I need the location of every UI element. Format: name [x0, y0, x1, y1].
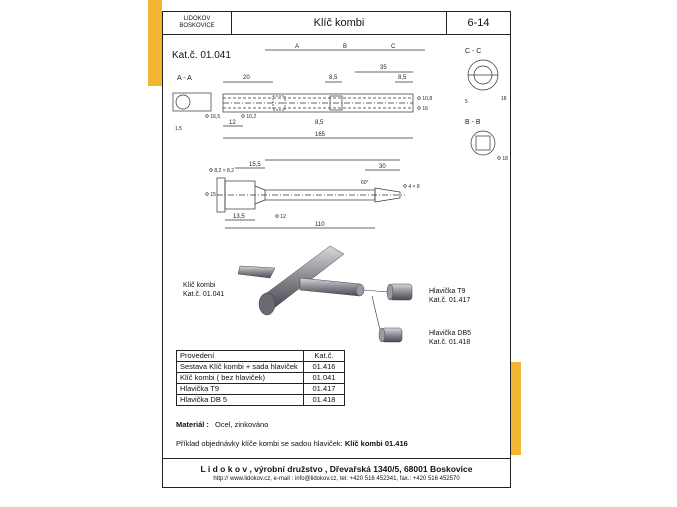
table-row — [177, 362, 345, 373]
variant-table — [176, 350, 345, 406]
parts-illustration — [230, 238, 430, 348]
section-aa-label: A - A — [177, 75, 192, 82]
t9-label — [429, 287, 470, 305]
table-cell: Hlavička DB 5 — [177, 395, 304, 406]
left-yellow-tab — [148, 0, 162, 86]
t9-label-line1: Hlavička T9 — [429, 288, 466, 295]
dim-top-14: Φ 18 — [497, 156, 508, 162]
dim-top-12: 5 — [465, 99, 468, 105]
technical-drawing — [165, 38, 509, 238]
dim-top-4: 165 — [315, 132, 326, 138]
dim-bottom-6: Φ 12 — [275, 214, 286, 220]
table-cell: Sestava Klíč kombi + sada hlaviček — [177, 362, 304, 373]
dim-top-7: Φ 16,5 — [205, 114, 221, 120]
table-row — [177, 384, 345, 395]
table-cell: Hlavička T9 — [177, 384, 304, 395]
section-bb-label: B - B — [465, 119, 481, 126]
db5-label-line1: Hlavička DB5 — [429, 330, 472, 337]
key-label-line1: Klíč kombi — [183, 282, 216, 289]
key-label-line2: Kat.č. 01.041 — [183, 291, 225, 298]
table-cell: 01.418 — [304, 395, 345, 406]
dim-bottom-4: 60° — [361, 180, 369, 186]
logo-line1: LIDOKOV — [183, 16, 211, 22]
order-example — [176, 439, 408, 448]
marker-c: C — [391, 44, 396, 50]
dim-bottom-0: 15,5 — [249, 162, 261, 168]
section-cc-label: C - C — [465, 48, 482, 55]
footer-contact: http:// www.lidokov.cz, e-mail : info@lidokov.cz, tel: +420 516 452341, fax.: +420 516 452570 — [213, 476, 460, 482]
dim-bottom-7: 110 — [315, 222, 325, 228]
logo-line2: BOSKOVICE — [179, 23, 215, 29]
page-number: 6-14 — [446, 11, 511, 35]
combi-key-graphic — [238, 246, 364, 315]
dim-bottom-3: Φ 4 × 8 — [403, 184, 420, 190]
dim-top-10: Φ 16 — [417, 106, 428, 112]
table-header-cell: Kat.č. — [304, 351, 345, 362]
table-header-cell: Provedení — [177, 351, 304, 362]
page-title: Klíč kombi — [231, 11, 447, 35]
marker-a: A — [295, 44, 300, 50]
dim-top-1: 8,5 — [329, 75, 338, 81]
dim-top-0: 20 — [243, 75, 250, 81]
t9-label-line2: Kat.č. 01.417 — [429, 297, 471, 304]
dim-top-3: 8,5 — [398, 75, 407, 81]
table-cell: Klíč kombi ( bez hlaviček) — [177, 373, 304, 384]
material-line — [176, 420, 268, 429]
table-cell: 01.041 — [304, 373, 345, 384]
footer-company: L i d o k o v , výrobní družstvo , Dřevařská 1340/5, 68001 Boskovice — [200, 464, 473, 474]
catalog-number: Kat.č. 01.041 — [172, 50, 231, 61]
dim-top-8: Φ 10,2 — [241, 114, 257, 120]
table-cell: 01.417 — [304, 384, 345, 395]
dim-bottom-8: Φ 8,2 × 8,2 — [209, 168, 234, 174]
t9-head-graphic — [387, 284, 412, 300]
table-cell: 01.416 — [304, 362, 345, 373]
db5-label-line2: Kat.č. 01.418 — [429, 339, 471, 346]
dim-bottom-2: Φ 15 — [205, 192, 216, 198]
material-value: Ocel, zinkováno — [215, 420, 269, 429]
dim-top-2: 35 — [380, 65, 387, 71]
order-example-bold: Klíč kombi 01.416 — [344, 439, 408, 448]
table-row — [177, 373, 345, 384]
dim-bottom-1: 30 — [379, 164, 386, 170]
db5-head-graphic — [379, 328, 402, 342]
dim-top-5: 8,5 — [315, 120, 324, 126]
table-header-row — [177, 351, 345, 362]
dim-top-9: Φ 10,8 — [417, 96, 433, 102]
order-example-text: Příklad objednávky klíče kombi se sadou hlaviček: — [176, 439, 345, 448]
table-row — [177, 395, 345, 406]
dim-bottom-5: 13,5 — [233, 214, 245, 220]
right-yellow-tab — [511, 362, 521, 455]
key-label — [183, 281, 224, 299]
marker-b: B — [343, 44, 348, 50]
dim-top-6: 12 — [229, 120, 236, 126]
footer — [162, 458, 511, 489]
dim-top-11: 18 — [501, 96, 507, 102]
dim-top-13: 1,5 — [175, 126, 182, 132]
material-label: Materiál : — [176, 420, 209, 429]
db5-label — [429, 329, 471, 347]
logo-box — [162, 11, 232, 35]
